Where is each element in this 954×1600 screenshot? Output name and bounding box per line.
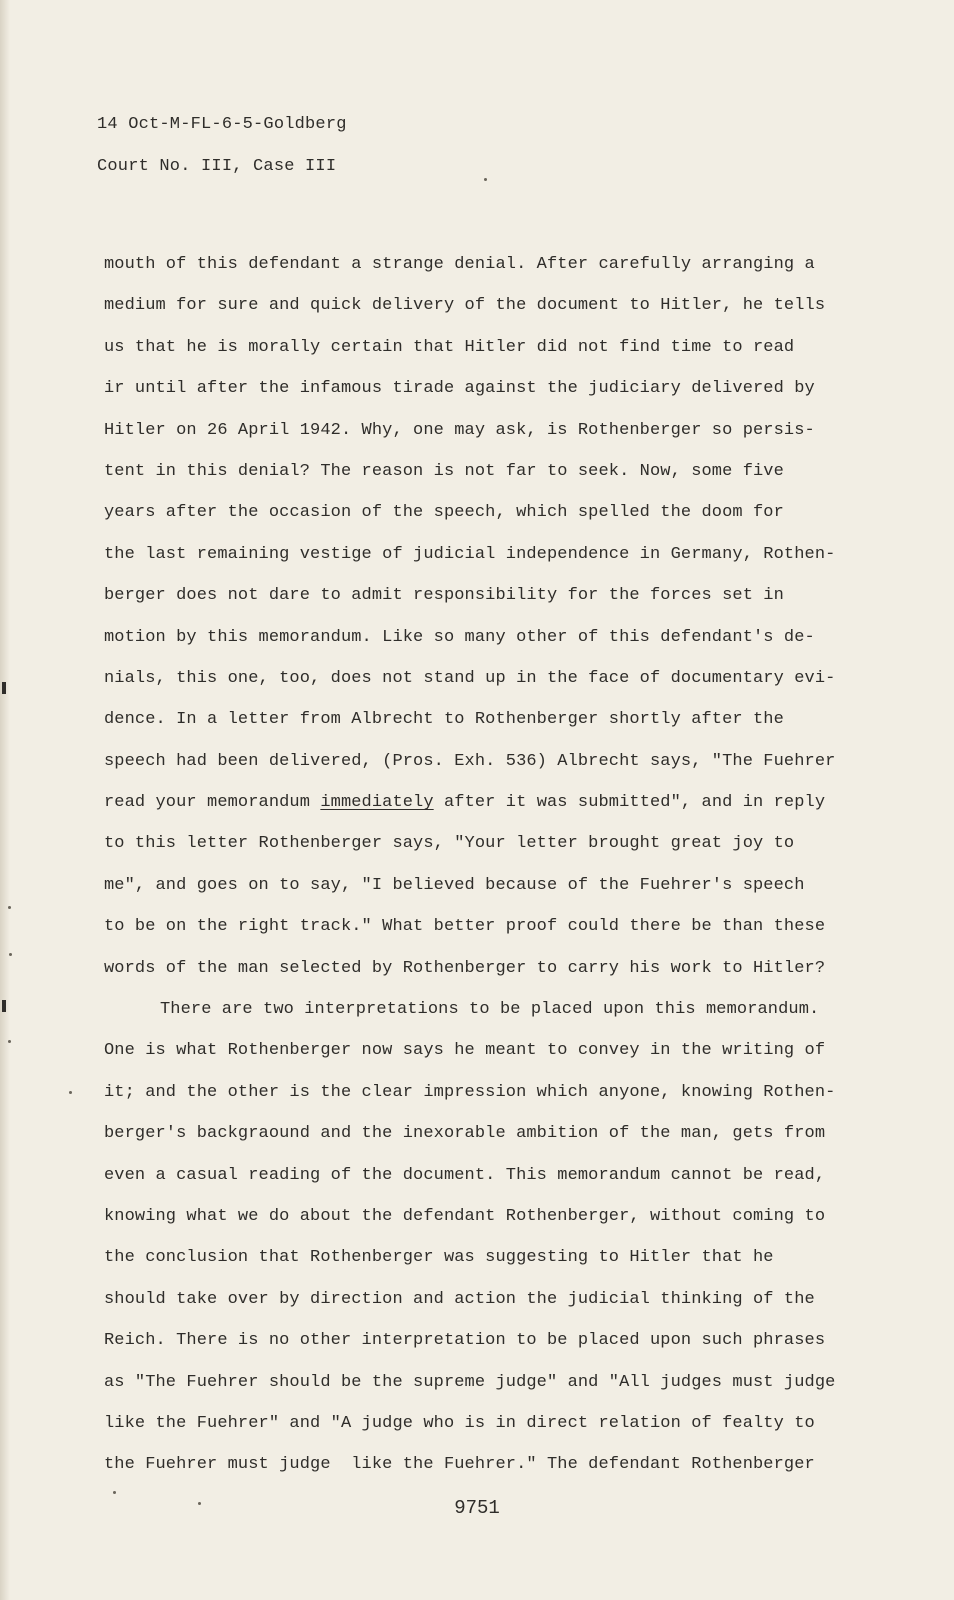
binding-mark — [2, 682, 6, 694]
body-line: dence. In a letter from Albrecht to Rothenberger shortly after the — [104, 710, 784, 730]
body-line-segment: read your memorandum — [104, 793, 321, 813]
document-body — [104, 244, 844, 1486]
body-line: should take over by direction and action the judicial thinking of the — [104, 1289, 815, 1309]
speck — [9, 953, 12, 956]
speck — [8, 1040, 11, 1043]
header-court: Court No. III, Case III — [97, 157, 337, 176]
body-line: One is what Rothenberger now says he meant to convey in the writing of — [104, 1041, 826, 1061]
body-line: berger does not dare to admit responsibility for the forces set in — [104, 586, 784, 606]
body-line: medium for sure and quick delivery of the document to Hitler, he tells — [104, 296, 826, 316]
page-number: 9751 — [454, 1497, 500, 1519]
body-line: even a casual reading of the document. This memorandum cannot be read, — [104, 1165, 826, 1185]
body-line: mouth of this defendant a strange denial. After carefully arranging a — [104, 255, 815, 274]
body-line: There are two interpretations to be placed upon this memorandum. — [160, 1000, 820, 1020]
body-line: speech had been delivered, (Pros. Exh. 536) Albrecht says, "The Fuehrer — [104, 751, 836, 771]
body-line: the Fuehrer must judge like the Fuehrer." The defendant Rothenberger — [104, 1455, 815, 1475]
body-line: to this letter Rothenberger says, "Your letter brought great joy to — [104, 834, 795, 854]
speck — [8, 906, 11, 909]
body-line: Reich. There is no other interpretation to be placed upon such phrases — [104, 1331, 826, 1351]
document-header — [97, 104, 347, 188]
body-line: the conclusion that Rothenberger was suggesting to Hitler that he — [104, 1248, 774, 1268]
body-line: Hitler on 26 April 1942. Why, one may ask, is Rothenberger so persis- — [104, 420, 815, 440]
speck — [69, 1091, 72, 1094]
body-line: nials, this one, too, does not stand up in the face of documentary evi- — [104, 668, 836, 688]
speck — [484, 178, 487, 181]
body-line: me", and goes on to say, "I believed because of the Fuehrer's speech — [104, 875, 805, 895]
body-line: us that he is morally certain that Hitler did not find time to read — [104, 337, 795, 357]
body-line: tent in this denial? The reason is not far to seek. Now, some five — [104, 461, 784, 481]
body-line: berger's backgraound and the inexorable ambition of the man, gets from — [104, 1124, 826, 1144]
body-line: motion by this memorandum. Like so many other of this defendant's de- — [104, 627, 815, 647]
header-reference: 14 Oct-M-FL-6-5-Goldberg — [97, 115, 347, 134]
body-line: words of the man selected by Rothenberger to carry his work to Hitler? — [104, 958, 826, 978]
speck — [113, 1491, 116, 1494]
body-line: ir until after the infamous tirade against the judiciary delivered by — [104, 379, 815, 399]
body-line — [104, 782, 844, 823]
underlined-word: immediately — [320, 793, 434, 813]
speck — [198, 1502, 201, 1505]
body-line: knowing what we do about the defendant Rothenberger, without coming to — [104, 1206, 826, 1226]
binding-mark — [2, 1000, 6, 1012]
body-line-segment: after it was submitted", and in reply — [433, 793, 826, 813]
body-line: like the Fuehrer" and "A judge who is in direct relation of fealty to — [104, 1413, 815, 1433]
body-line: the last remaining vestige of judicial independence in Germany, Rothen- — [104, 544, 836, 564]
body-line: years after the occasion of the speech, which spelled the doom for — [104, 503, 784, 523]
body-line: to be on the right track." What better proof could there be than these — [104, 917, 826, 937]
body-line: as "The Fuehrer should be the supreme judge" and "All judges must judge — [104, 1372, 836, 1392]
body-line: it; and the other is the clear impression which anyone, knowing Rothen- — [104, 1082, 836, 1102]
